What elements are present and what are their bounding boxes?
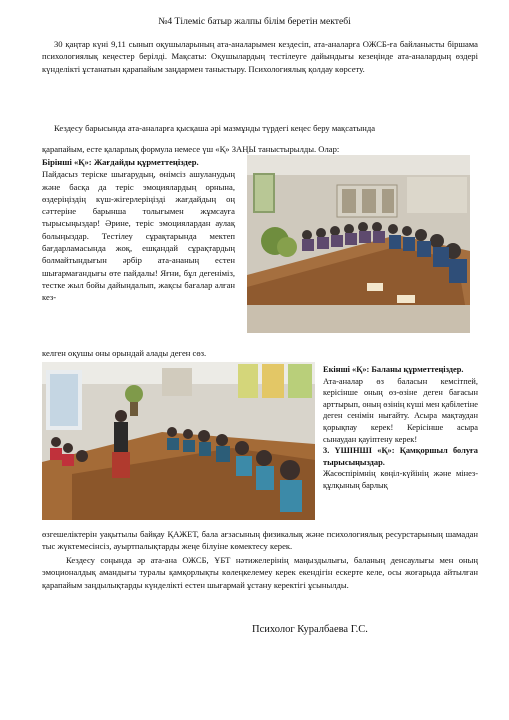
- third-rule-body: Жасөспірімнің көңіл-күйінің және мінез-құлқының барлық: [323, 469, 478, 490]
- first-rule-heading: Бірінші «Қ»: Жағдайды құрметтеңіздер.: [42, 157, 199, 167]
- first-rule-last-line: келген оқушы оны орындай алады деген сөз.: [42, 348, 207, 358]
- signature: Психолог Куралбаева Г.С.: [252, 624, 368, 635]
- third-rule-heading: 3. ҮШІНШІ «Қ»: Қамқоршыл болуға тырысыңыздар.: [323, 446, 478, 467]
- intro-paragraph: 30 қаңтар күні 9,11 сынып оқушыларының ата-аналарымен кездесіп, ата-аналарға ОЖСБ-ға байланысты біршама психологиялық кеңестер берілді. Мақсаты: Оқушылардың тестілеуге дайындығы кезеңінде ата-аналардың өздері күнделікті ұстанатын қарапайым заңдармен таныстыру. Психологиялық қолдау көрсету.: [42, 39, 478, 74]
- law-intro-paragraph: қарапайым, есте қаларлық формула немесе үш «Қ» ЗАҢЫ таныстырылды. Олар:: [42, 144, 340, 154]
- document-header: №4 Тілеміс батыр жалпы білім беретін мектебі: [158, 16, 351, 27]
- meeting-paragraph: Кездесу барысында ата-аналарға қысқаша әрі мазмұнды түрдегі кеңес беру мақсатында: [54, 123, 376, 133]
- second-rule-body: Ата-аналар өз баласын кемсітпей, керісінше оның өз-өзіне деген бағасын арттырып, оның өзінің күші мен қабілетіне деген сенімін нығайту. Асыра мақтаудан қорықпау керек! Керісінше асыра сынаудан қауіптену керек!: [323, 376, 478, 444]
- meeting-photo-1: [247, 155, 470, 333]
- meeting-photo-2-image: [42, 362, 315, 520]
- meeting-photo-2: [42, 362, 315, 520]
- closing-paragraph: Кездесу соңында әр ата-ана ОЖСБ, ҰБТ нәтижелерінің маңыздылығы, баланың денсаулығы мен оның эмоционалдық амандығы туралы қамқорлықты көлеңкелемеу керек екендігін ескерте келе, осы жоғарыда айтылған қарапайым заңдылықтарды күнделікті естен шығармай ұстану керектігі ұсынылды.: [42, 555, 478, 590]
- second-rule-heading: Екінші «Қ»: Баланы құрметтеңіздер.: [323, 365, 464, 374]
- second-third-rule-block: [323, 364, 478, 492]
- third-rule-continuation: өзгешеліктерін уақытылы байқау ҚАЖЕТ, бала ағзасының физикалық және психологиялық ресурстарының шамадан тыс жүктемесінсіз, ауыртпалықтарды жеңе білуіне көмектесу керек.: [42, 529, 478, 552]
- first-rule-block: [42, 156, 235, 304]
- meeting-photo-1-image: [247, 155, 470, 333]
- first-rule-body: Пайдасыз теріске шығарудың, өнімсіз ашуланудың және басқа да теріс эмоциялардың орнына, өздеріңіздің күш-жігерлеріңізді жағдайдың оң сәттеріне барынша толығымен жұмсауға тырысыңыздар! Әрине, теріс эмоциялардан аулақ болыңыздар. Тестілеу сұрақтарында мектеп бағдарламасында жоқ, ешқандай сұрақтардың болмайтындығын әрбір ата-ананың естен шығармағандығы өте пайдалы! Яғни, бұл дегеніміз, тестке жыл бойы дайындалып, жақсы бағалар алған кез-: [42, 169, 235, 303]
